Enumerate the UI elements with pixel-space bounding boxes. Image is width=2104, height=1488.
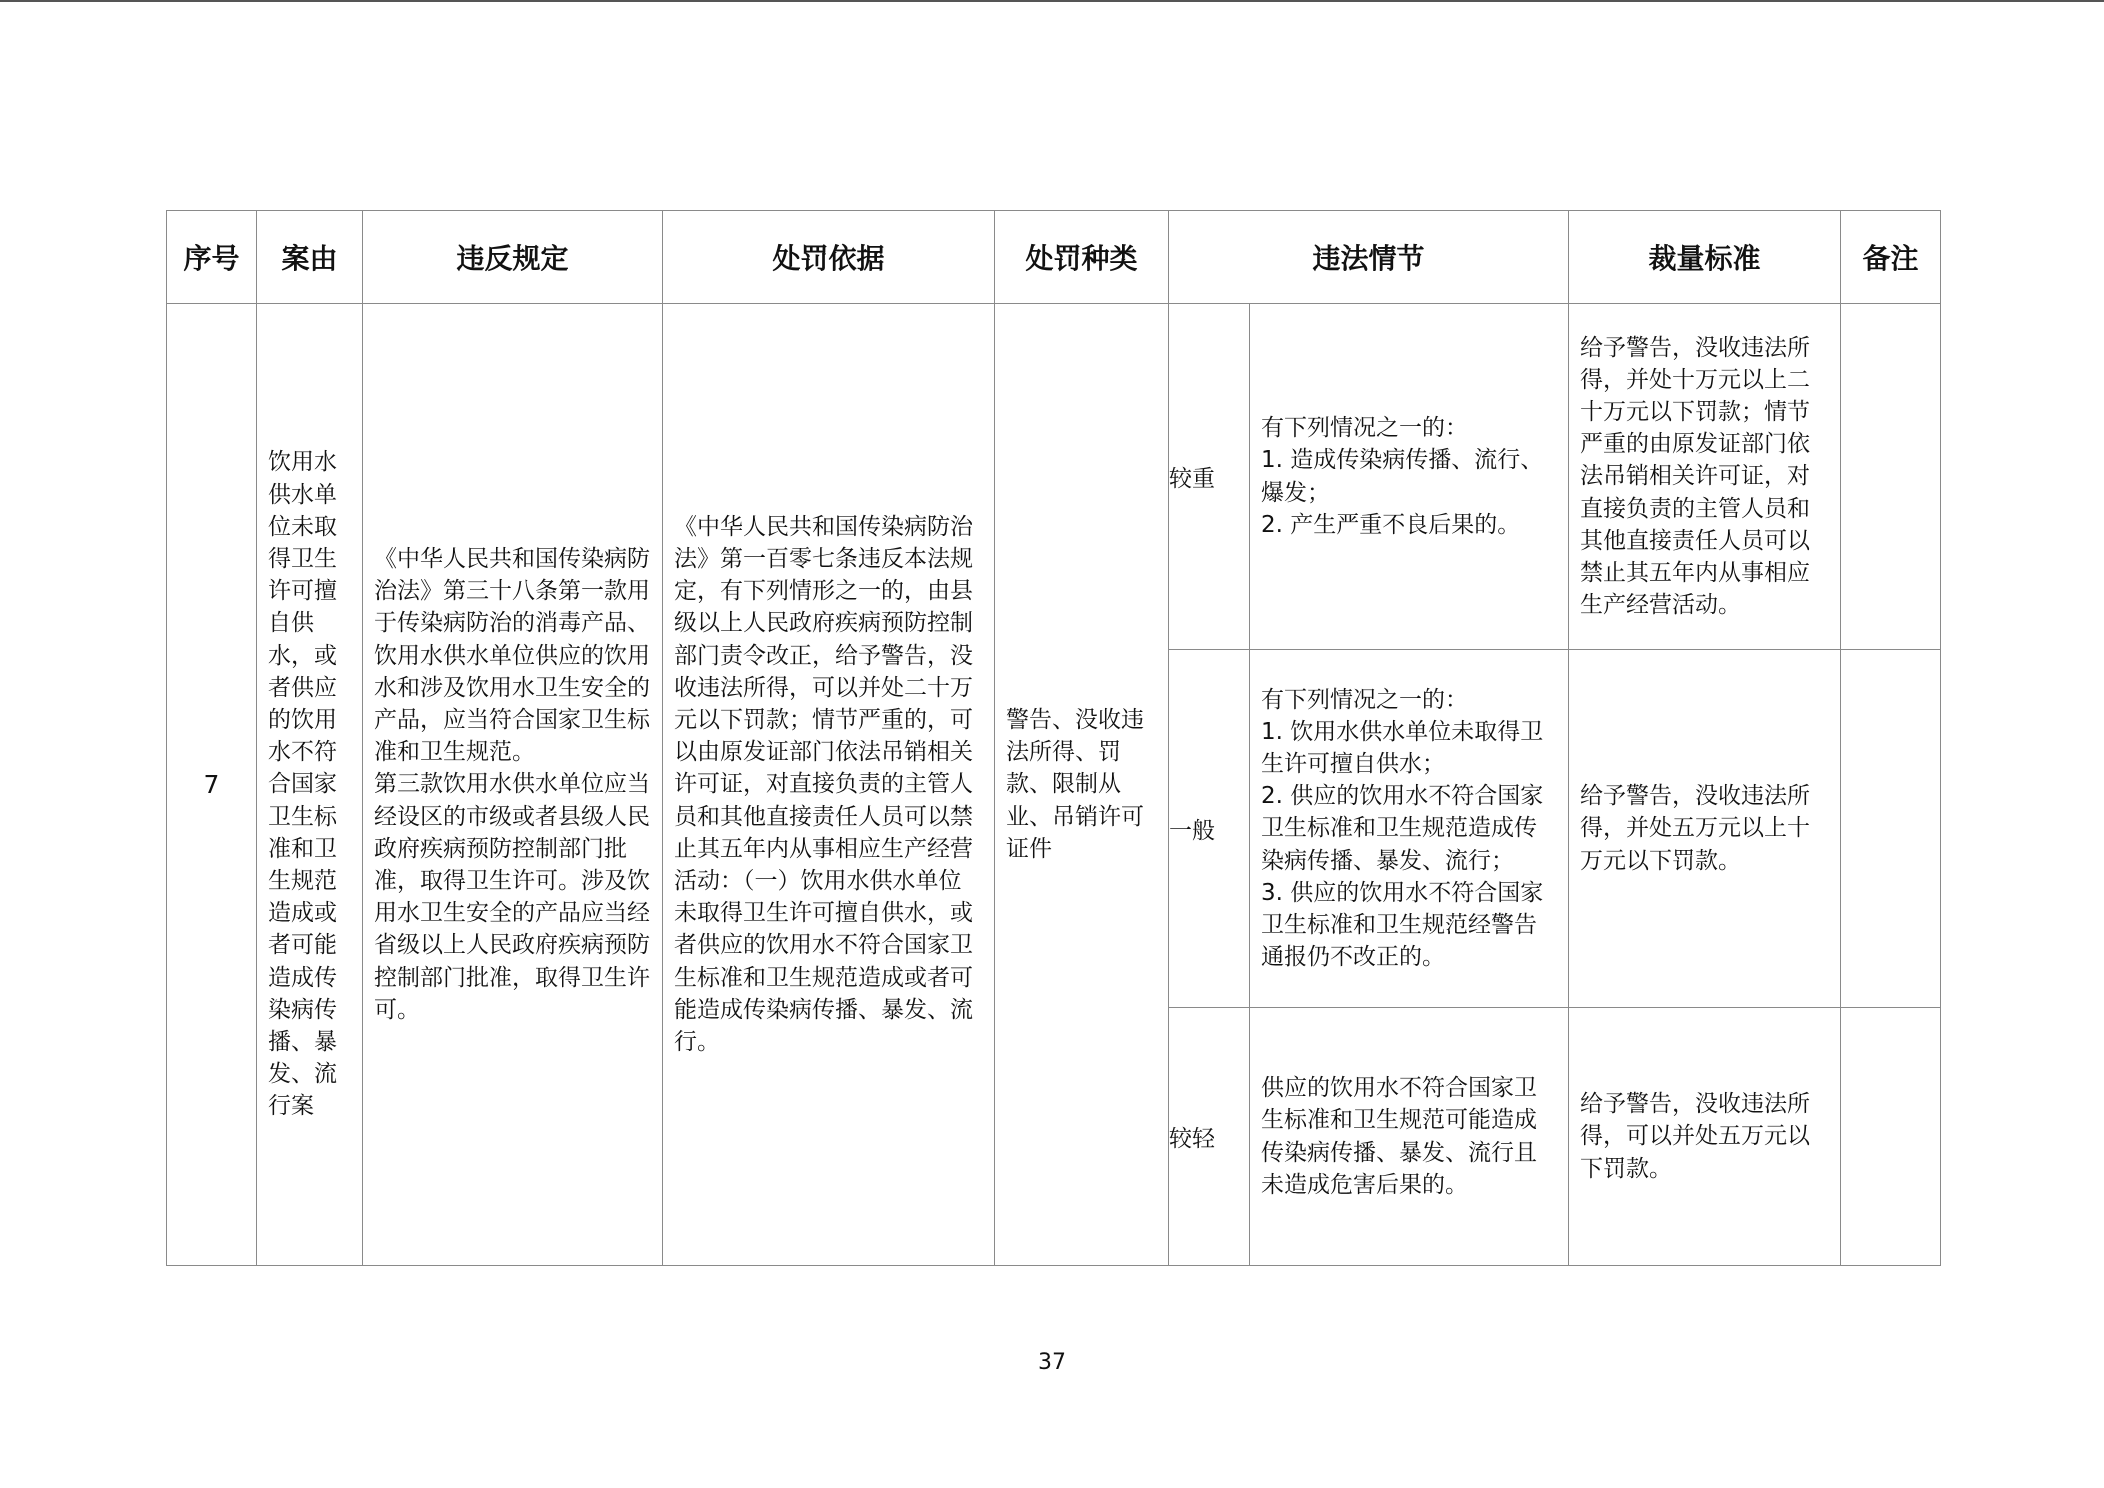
note-general [1841,650,1941,1008]
violation-text: 《中华人民共和国传染病防治法》第三十八条第一款用于传染病防治的消毒产品、饮用水供水单位供应的饮用水和涉及饮用水卫生安全的产品，应当符合国家卫生标准和卫生规范。 第三款饮用水供水单位应当经设区的市级或者县级人民政府疾病预防控制部门批准，取得卫生许可。涉及饮用水卫生安全的产品应当经省级以上人民政府疾病预防控制部门批准，取得卫生许可。 [374,545,650,1023]
level-minor: 较轻 [1169,1008,1250,1266]
header-circumstance: 违法情节 [1169,211,1569,304]
penalty-types-cell [995,304,1169,1266]
standard-minor: 给予警告，没收违法所得，可以并处五万元以下罚款。 [1580,1091,1811,1182]
standard-general-cell [1569,650,1841,1008]
basis-cell [663,304,995,1266]
note-severe [1841,304,1941,650]
header-basis: 处罚依据 [663,211,995,304]
circumstance-general-cell [1250,650,1569,1008]
case-cell [257,304,363,1266]
header-violation: 违反规定 [363,211,663,304]
header-note: 备注 [1841,211,1941,304]
standard-general: 给予警告，没收违法所得，并处五万元以上十万元以下罚款。 [1580,783,1811,874]
header-penalty-types: 处罚种类 [995,211,1169,304]
violation-cell [363,304,663,1266]
note-minor [1841,1008,1941,1266]
standard-minor-cell [1569,1008,1841,1266]
standard-severe-cell [1569,304,1841,650]
standard-severe: 给予警告，没收违法所得，并处十万元以上二十万元以下罚款；情节严重的由原发证部门依法吊销相关许可证，对直接负责的主管人员和其他直接责任人员可以禁止其五年内从事相应生产经营活动。 [1580,334,1811,619]
circumstance-minor: 供应的饮用水不符合国家卫生标准和卫生规范可能造成传染病传播、暴发、流行且未造成危害后果的。 [1261,1075,1537,1198]
page-number: 37 [1038,1350,1066,1375]
case-text: 饮用水供水单位未取得卫生许可擅自供水，或者供应的饮用水不符合国家卫生标准和卫生规范造成或者可能造成传染病传播、暴发、流行案 [268,449,337,1120]
table-row [167,304,1941,650]
circumstance-severe-cell [1250,304,1569,650]
top-border-line [0,0,2104,2]
header-standard: 裁量标准 [1569,211,1841,304]
circumstance-general: 有下列情况之一的： 1. 饮用水供水单位未取得卫生许可擅自供水； 2. 供应的饮用水不符合国家卫生标准和卫生规范造成传染病传播、暴发、流行； 3. 供应的饮用水不符合国家卫生标准和卫生规范经警告通报仍不改正的。 [1261,686,1544,971]
level-general: 一般 [1169,650,1250,1008]
row-number: 7 [167,304,257,1266]
penalty-table [166,210,1941,1266]
header-number: 序号 [167,211,257,304]
circumstance-minor-cell [1250,1008,1569,1266]
header-row [167,211,1941,304]
basis-text: 《中华人民共和国传染病防治法》第一百零七条违反本法规定，有下列情形之一的，由县级以上人民政府疾病预防控制部门责令改正，给予警告，没收违法所得，可以并处二十万元以下罚款；情节严重的，可以由原发证部门依法吊销相关许可证，对直接负责的主管人员和其他直接责任人员可以禁止其五年内从事相应生产经营活动：（一）饮用水供水单位未取得卫生许可擅自供水，或者供应的饮用水不符合国家卫生标准和卫生规范造成或者可能造成传染病传播、暴发、流行。 [674,513,973,1056]
header-case: 案由 [257,211,363,304]
level-severe: 较重 [1169,304,1250,650]
penalty-types-text: 警告、没收违法所得、罚款、限制从业、吊销许可证件 [1006,706,1144,862]
circumstance-severe: 有下列情况之一的： 1. 造成传染病传播、流行、爆发； 2. 产生严重不良后果的。 [1261,415,1544,538]
